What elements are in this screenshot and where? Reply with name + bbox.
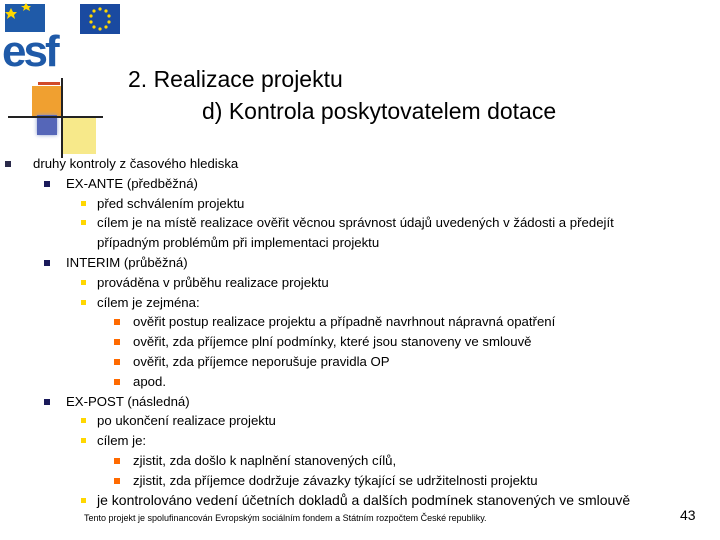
bullet-square-icon	[114, 379, 120, 385]
interim-subitem: ověřit, zda příjemce neporušuje pravidla OP	[133, 353, 390, 369]
bullet-square-icon	[114, 458, 120, 464]
list-item	[0, 471, 700, 491]
bullet-square-icon	[44, 399, 50, 405]
intro-text: druhy kontroly z časového hlediska	[33, 156, 239, 171]
list-item	[0, 332, 700, 352]
page-number: 43	[680, 507, 696, 523]
bullet-square-icon	[114, 359, 120, 365]
bullet-square-icon	[114, 339, 120, 345]
exante-label: EX-ANTE (předběžná)	[66, 175, 198, 191]
expost-last-item: je kontrolováno vedení účetních dokladů a dalších podmínek stanovených ve smlouvě	[97, 491, 631, 508]
decor-red-bar	[38, 82, 60, 85]
list-item	[0, 372, 700, 392]
bullet-square-icon	[81, 220, 86, 225]
esf-logo	[0, 0, 125, 70]
bullet-square-icon	[81, 418, 86, 423]
bullet-square-icon	[81, 280, 86, 285]
interim-item: prováděna v průběhu realizace projektu	[97, 274, 329, 290]
bullet-square-icon	[81, 201, 86, 206]
bullet-square-icon	[5, 161, 11, 167]
list-item	[0, 273, 700, 293]
bullet-square-icon	[44, 181, 50, 187]
interim-subitem: apod.	[133, 373, 167, 389]
list-item	[0, 451, 700, 471]
list-item	[0, 174, 700, 194]
bullet-square-icon	[44, 260, 50, 266]
decor-horizontal-line	[8, 116, 103, 118]
interim-subitem: ověřit postup realizace projektu a případně navrhnout nápravná opatření	[133, 314, 556, 330]
expost-item: cílem je:	[97, 433, 147, 449]
decor-blue-square	[37, 115, 57, 135]
bullet-square-icon	[81, 438, 86, 443]
slide-title-line1: 2. Realizace projektu	[128, 66, 343, 92]
list-item	[0, 253, 700, 273]
exante-item: cílem je na místě realizace ověřit věcnou správnost údajů uvedených v žádosti a předejít případným problémům při implementaci projektu	[97, 215, 614, 251]
list-item	[0, 392, 700, 412]
bullet-square-icon	[114, 319, 120, 325]
interim-label: INTERIM (průběžná)	[66, 254, 188, 270]
slide-title-line2: d) Kontrola poskytovatelem dotace	[202, 98, 557, 124]
bullet-square-icon	[114, 478, 120, 484]
expost-item: po ukončení realizace projektu	[97, 413, 276, 429]
list-item	[0, 154, 700, 174]
expost-subitem: zjistit, zda příjemce dodržuje závazky týkající se udržitelnosti projektu	[133, 472, 538, 488]
list-item	[0, 411, 700, 431]
list-item	[0, 352, 700, 372]
list-item	[0, 213, 657, 253]
interim-item: cílem je zejména:	[97, 294, 200, 310]
interim-subitem: ověřit, zda příjemce plní podmínky, které jsou stanoveny ve smlouvě	[133, 334, 532, 350]
list-item	[0, 312, 700, 332]
exante-item: před schválením projektu	[97, 195, 245, 211]
slide-content	[0, 154, 700, 510]
decor-vertical-line	[61, 78, 63, 158]
bullet-square-icon	[81, 300, 86, 305]
list-item	[0, 293, 700, 313]
decor-yellow-square	[62, 118, 96, 154]
esf-logo-text: esf	[2, 27, 57, 70]
decor-orange-square	[32, 86, 62, 116]
list-item	[0, 194, 700, 214]
expost-label: EX-POST (následná)	[66, 393, 190, 409]
expost-subitem: zjistit, zda došlo k naplnění stanovených cílů,	[133, 452, 397, 468]
bullet-square-icon	[81, 498, 86, 503]
list-item	[0, 431, 700, 451]
list-item	[0, 491, 700, 511]
footer-text: Tento projekt je spolufinancován Evropským sociálním fondem a Státním rozpočtem České republiky.	[84, 513, 487, 523]
eu-flag-icon	[80, 4, 120, 34]
